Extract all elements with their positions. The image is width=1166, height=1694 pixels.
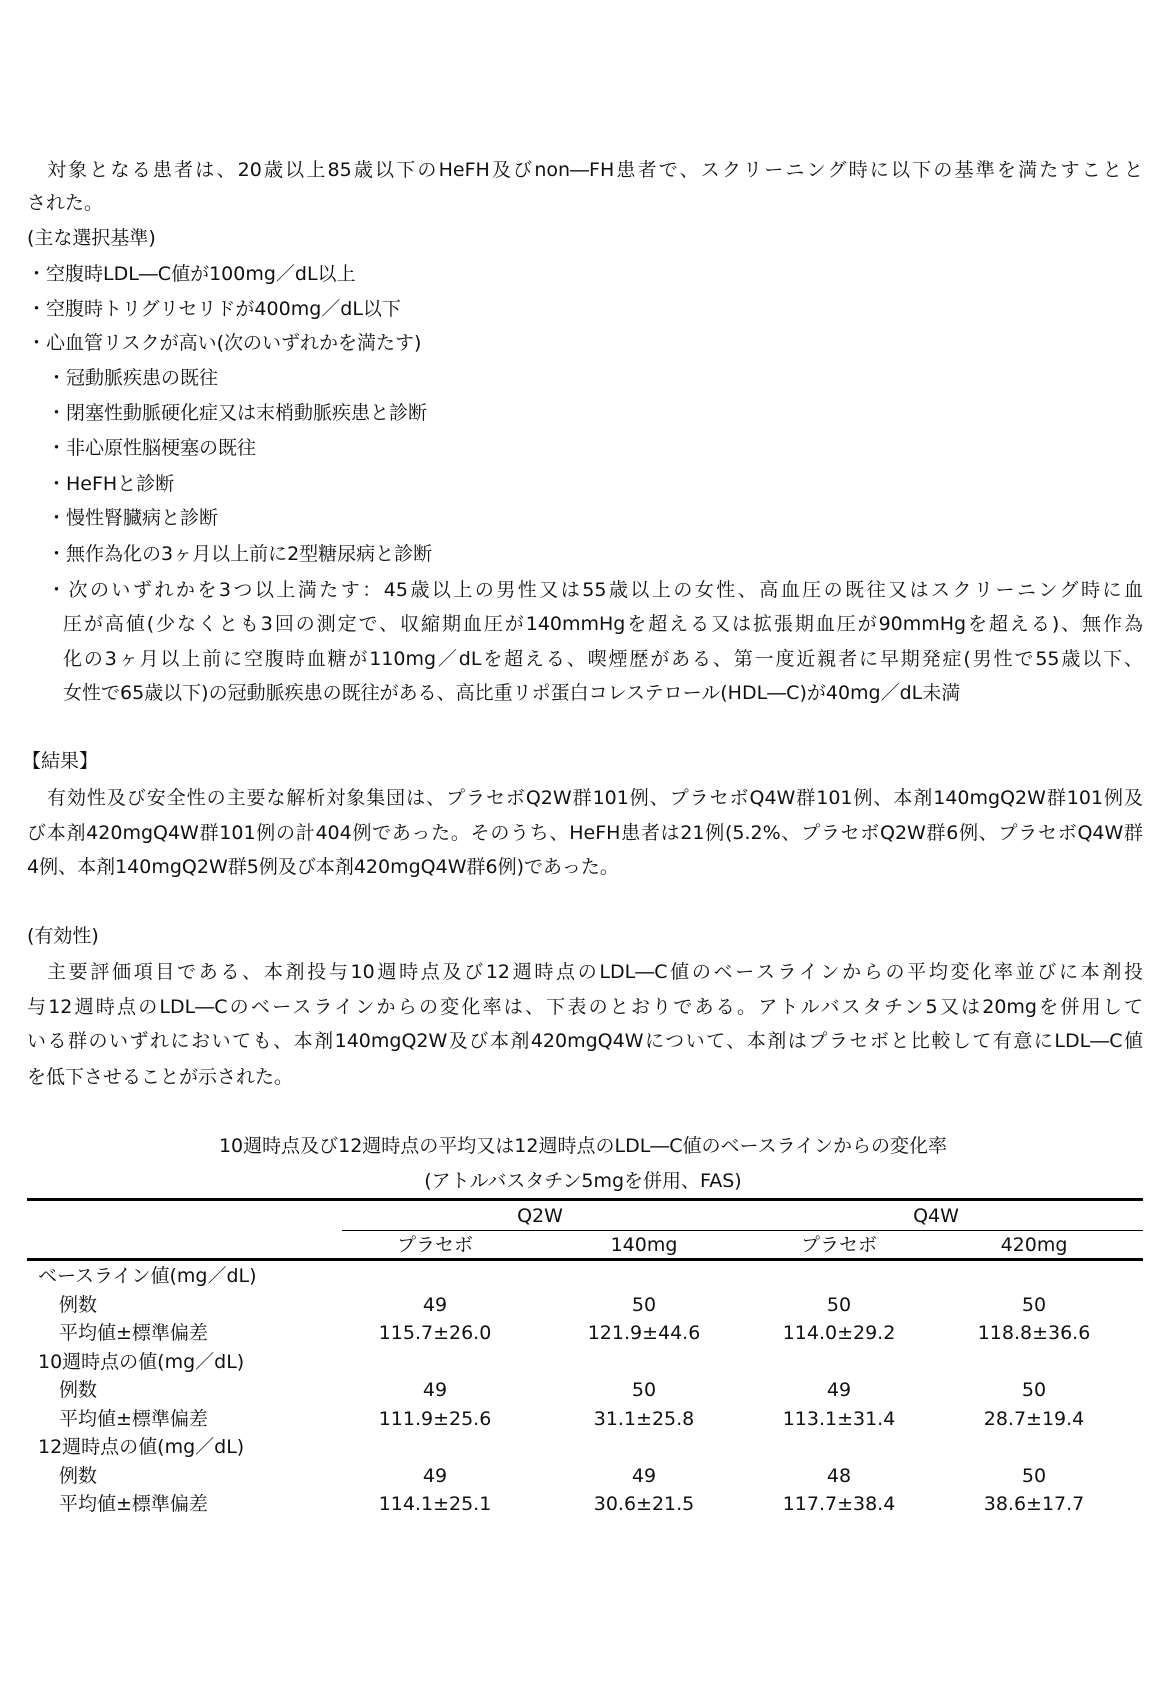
group-header-q2w: Q2W: [517, 1205, 563, 1227]
cell-mean: 118.8±36.6: [977, 1322, 1091, 1344]
efficacy-line: 与12週時点のLDL―Cのベースラインからの変化率は、下表のとおりである。アトルバスタチン5又は20mgを併用して: [27, 996, 1143, 1018]
row-label-mean: 平均値±標準偏差: [59, 1407, 208, 1430]
section-label: 12週時点の値(mg／dL): [38, 1436, 245, 1458]
efficacy-line: いる群のいずれにおいても、本剤140mgQ2W及び本剤420mgQ4Wについて、本剤はプラセボと比較して有意にLDL―C値: [27, 1030, 1143, 1052]
efficacy-line: 主要評価項目である、本剤投与10週時点及び12週時点のLDL―C値のベースラインからの平均変化率並びに本剤投: [47, 961, 1143, 983]
criterion: ・空腹時LDL―C値が100mg／dL以上: [27, 263, 356, 285]
cell-mean: 114.0±29.2: [782, 1322, 896, 1344]
header-rule: [27, 1258, 1143, 1261]
results-line: 4例、本剤140mgQ2W群5例及び本剤420mgQ4W群6例)であった。: [27, 856, 619, 878]
column-header: 420mg: [1000, 1234, 1068, 1256]
efficacy-heading: (有効性): [27, 925, 99, 947]
sub-criterion: ・HeFHと診断: [47, 473, 175, 495]
row-label-mean: 平均値±標準偏差: [59, 1322, 208, 1344]
sub-criterion: ・次のいずれかを3つ以上満たす：45歳以上の男性又は55歳以上の女性、高血圧の既往又はスクリーニング時に血: [47, 579, 1143, 601]
criteria-heading: (主な選択基準): [27, 227, 156, 249]
cell-mean: 30.6±21.5: [593, 1493, 695, 1515]
cell-n: 49: [631, 1464, 657, 1487]
sub-criterion: ・無作為化の3ヶ月以上前に2型糖尿病と診断: [47, 543, 433, 565]
cell-mean: 31.1±25.8: [593, 1407, 695, 1430]
cell-n: 49: [422, 1293, 448, 1316]
row-label-n: 例数: [59, 1293, 98, 1316]
cell-n: 50: [1021, 1379, 1047, 1401]
criterion: ・心血管リスクが高い(次のいずれかを満たす): [27, 332, 422, 354]
section-label: ベースライン値(mg／dL): [38, 1265, 257, 1287]
cell-n: 50: [1021, 1293, 1047, 1316]
table-top-rule: [27, 1198, 1143, 1201]
cell-mean: 121.9±44.6: [587, 1322, 701, 1344]
cell-n: 49: [422, 1464, 448, 1487]
row-label-mean: 平均値±標準偏差: [59, 1493, 208, 1515]
sub-criterion: ・慢性腎臓病と診断: [47, 507, 219, 529]
sub-criterion-cont: 圧が高値(少なくとも3回の測定で、収縮期血圧が140mmHgを超える又は拡張期血圧が90mmHgを超える)、無作為: [63, 613, 1143, 635]
sub-criterion: ・非心原性脳梗塞の既往: [47, 437, 257, 459]
cell-n: 50: [826, 1293, 852, 1316]
results-line: び本剤420mgQ4W群101例の計404例であった。そのうち、HeFH患者は21例(5.2%、プラセボQ2W群6例、プラセボQ4W群: [27, 822, 1143, 844]
table-subtitle: (アトルバスタチン5mgを併用、FAS): [424, 1170, 742, 1192]
column-header: プラセボ: [800, 1234, 877, 1256]
cell-n: 50: [1021, 1464, 1047, 1487]
cell-mean: 113.1±31.4: [782, 1407, 896, 1430]
column-header: プラセボ: [396, 1234, 473, 1256]
results-line: 有効性及び安全性の主要な解析対象集団は、プラセボQ2W群101例、プラセボQ4W群101例、本剤140mgQ2W群101例及: [47, 787, 1143, 809]
results-heading: 【結果】: [22, 750, 99, 772]
cell-n: 49: [826, 1379, 852, 1401]
table-title: 10週時点及び12週時点の平均又は12週時点のLDL―C値のベースラインからの変化率: [218, 1135, 948, 1157]
cell-mean: 111.9±25.6: [378, 1407, 492, 1430]
row-label-n: 例数: [59, 1379, 98, 1401]
column-header: 140mg: [610, 1234, 678, 1256]
cell-n: 50: [631, 1379, 657, 1401]
intro-line-1: 対象となる患者は、20歳以上85歳以下のHeFH及びnon―FH患者で、スクリーニング時に以下の基準を満たすことと: [47, 159, 1143, 181]
intro-line-2: された。: [27, 192, 104, 214]
efficacy-line: を低下させることが示された。: [27, 1066, 294, 1088]
sub-criterion-cont: 女性で65歳以下)の冠動脈疾患の既往がある、高比重リポ蛋白コレステロール(HDL―C)が40mg／dL未満: [63, 682, 961, 704]
criterion: ・空腹時トリグリセリドが400mg／dL以下: [27, 298, 401, 320]
sub-criterion-cont: 化の3ヶ月以上前に空腹時血糖が110mg／dLを超える、喫煙歴がある、第一度近親者に早期発症(男性で55歳以下、: [63, 648, 1143, 670]
cell-mean: 117.7±38.4: [782, 1493, 896, 1515]
cell-mean: 115.7±26.0: [378, 1322, 492, 1344]
cell-n: 48: [826, 1464, 852, 1487]
row-label-n: 例数: [59, 1464, 98, 1487]
group-header-q4w: Q4W: [913, 1205, 959, 1227]
cell-mean: 28.7±19.4: [983, 1407, 1085, 1430]
cell-mean: 38.6±17.7: [983, 1493, 1085, 1515]
cell-n: 50: [631, 1293, 657, 1316]
section-label: 10週時点の値(mg／dL): [38, 1350, 245, 1373]
group-rule: [342, 1230, 1143, 1231]
cell-n: 49: [422, 1379, 448, 1401]
cell-mean: 114.1±25.1: [378, 1493, 492, 1515]
sub-criterion: ・閉塞性動脈硬化症又は末梢動脈疾患と診断: [47, 402, 428, 424]
sub-criterion: ・冠動脈疾患の既往: [47, 367, 219, 389]
